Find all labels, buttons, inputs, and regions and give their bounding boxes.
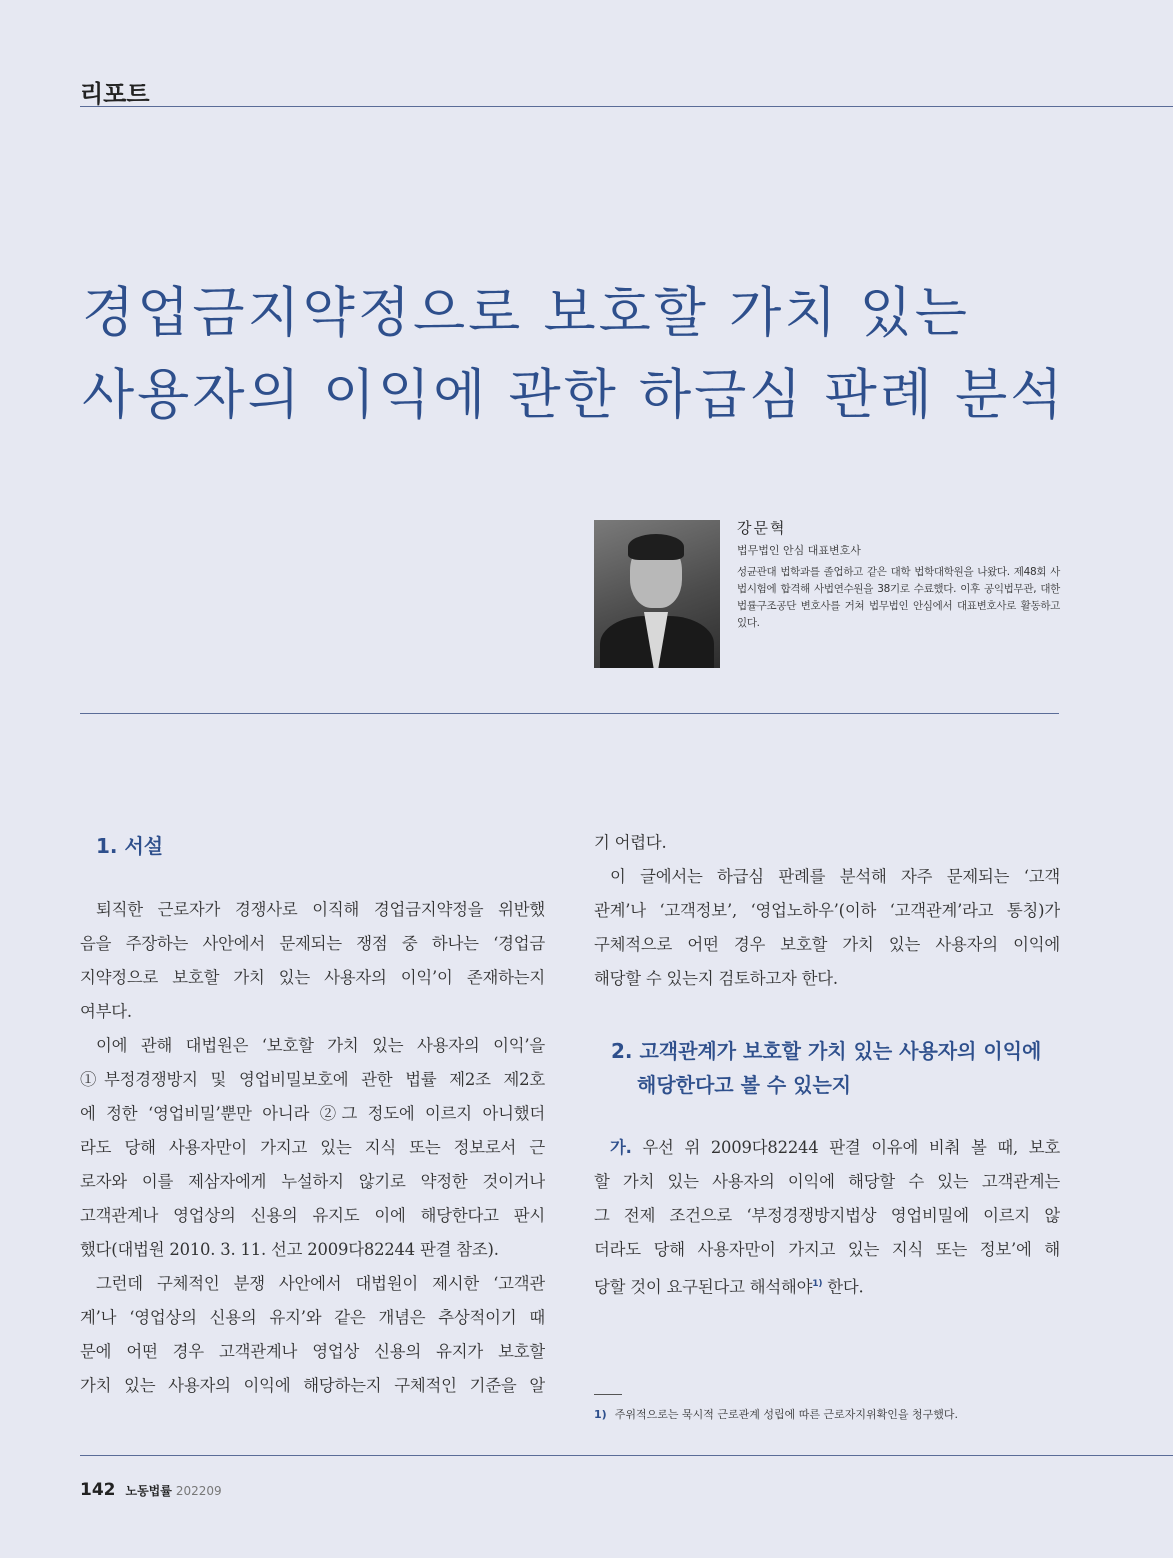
author-bio: 성균관대 법학과를 졸업하고 같은 대학 법학대학원을 나왔다. 제48회 사법시험에 합격해 사법연수원을 38기로 수료했다. 이후 공익법무관, 대한법률구조공단 변호사를 거쳐 법무법인 안심에서 대표변호사로 활동하고 있다. xyxy=(737,566,1060,629)
author-photo xyxy=(594,520,720,668)
body-line: 할 가치 있는 사용자의 이익에 해당할 수 있는 고객관계는 xyxy=(594,1172,1060,1191)
issue-number: 202209 xyxy=(175,1484,222,1498)
body-line: 문에 어떤 경우 고객관계나 영업상 신용의 유지가 보호할 xyxy=(80,1342,545,1361)
body-line: 그런데 구체적인 분쟁 사안에서 대법원이 제시한 ‘고객관 xyxy=(96,1274,545,1293)
body-line: 관계’나 ‘고객정보’, ‘영업노하우’(이하 ‘고객관계’라고 통칭)가 xyxy=(594,901,1060,920)
magazine-name: 노동법률 xyxy=(125,1484,172,1498)
body-line: 이 글에서는 하급심 판례를 분석해 자주 문제되는 ‘고객 xyxy=(610,867,1060,886)
author-role: 법무법인 안심 대표변호사 xyxy=(737,544,861,557)
footnote-number: 1) xyxy=(594,1408,607,1421)
top-divider xyxy=(80,106,1173,107)
body-line: 고객관계나 영업상의 신용의 유지도 이에 해당한다고 판시 xyxy=(80,1206,545,1225)
footer-divider xyxy=(80,1455,1173,1456)
body-line: 음을 주장하는 사안에서 문제되는 쟁점 중 하나는 ‘경업금 xyxy=(80,934,545,953)
footer xyxy=(80,1480,222,1500)
body-line: 해당할 수 있는지 검토하고자 한다. xyxy=(594,969,838,988)
section-1-heading: 1. 서설 xyxy=(96,834,164,858)
section-2-heading-line-2: 해당한다고 볼 수 있는지 xyxy=(637,1073,852,1097)
body-line: 라도 당해 사용자만이 가지고 있는 지식 또는 정보로서 근 xyxy=(80,1138,545,1157)
body-line: 가치 있는 사용자의 이익에 해당하는지 구체적인 기준을 알 xyxy=(80,1376,545,1395)
body-line: 에 정한 ‘영업비밀’뿐만 아니라 ②그 정도에 이르지 아니했더 xyxy=(80,1104,545,1123)
title-line-2: 사용자의 이익에 관한 하급심 판례 분석 xyxy=(82,363,1066,426)
body-line: 더라도 당해 사용자만이 가지고 있는 지식 또는 정보’에 해 xyxy=(594,1240,1060,1259)
page-number: 142 xyxy=(80,1480,116,1500)
footnote-text: 주위적으로는 묵시적 근로관계 성립에 따른 근로자지위확인을 청구했다. xyxy=(614,1408,958,1421)
footnote-divider xyxy=(594,1394,622,1395)
article-title xyxy=(82,272,1082,436)
section-1-body xyxy=(80,893,545,1403)
section-1-continued xyxy=(594,826,1060,996)
body-line: 퇴직한 근로자가 경쟁사로 이직해 경업금지약정을 위반했 xyxy=(96,900,545,919)
body-line: 구체적으로 어떤 경우 보호할 가치 있는 사용자의 이익에 xyxy=(594,935,1060,954)
item-marker: 가. xyxy=(610,1138,632,1157)
body-line: 당할 것이 요구된다고 해석해야$^{1)}$ 한다. xyxy=(594,1277,864,1297)
body-line: 이에 관해 대법원은 ‘보호할 가치 있는 사용자의 이익’을 xyxy=(96,1036,545,1055)
body-line: 그 전제 조건으로 ‘부정경쟁방지법상 영업비밀에 이르지 않 xyxy=(594,1206,1060,1225)
body-line: 계’나 ‘영업상의 신용의 유지’와 같은 개념은 추상적이기 때 xyxy=(80,1308,545,1327)
body-line: ①부정경쟁방지 및 영업비밀보호에 관한 법률 제2조 제2호 xyxy=(80,1070,545,1089)
body-line: 기 어렵다. xyxy=(594,833,667,852)
body-line: 지약정으로 보호할 가치 있는 사용자의 이익’이 존재하는지 xyxy=(80,968,545,987)
section-label: 리포트 xyxy=(80,80,150,108)
body-line: 했다(대법원 2010. 3. 11. 선고 2009다82244 판결 참조). xyxy=(80,1240,499,1259)
section-2-heading-line-1: 2. 고객관계가 보호할 가치 있는 사용자의 이익에 xyxy=(611,1039,1042,1063)
body-line: 여부다. xyxy=(80,1002,132,1021)
author-name: 강문혁 xyxy=(737,519,787,537)
body-line: 가. 우선 위 2009다82244 판결 이유에 비춰 볼 때, 보호 xyxy=(610,1138,1060,1157)
section-divider xyxy=(80,713,1059,714)
footnote-ref[interactable]: 1) xyxy=(812,1279,823,1289)
title-line-1: 경업금지약정으로 보호할 가치 있는 xyxy=(82,281,970,344)
section-2-heading xyxy=(611,1034,1041,1102)
body-line: 로자와 이를 제삼자에게 누설하지 않기로 약정한 것이거나 xyxy=(80,1172,545,1191)
footnote xyxy=(594,1406,958,1422)
section-2-body xyxy=(594,1131,1060,1304)
